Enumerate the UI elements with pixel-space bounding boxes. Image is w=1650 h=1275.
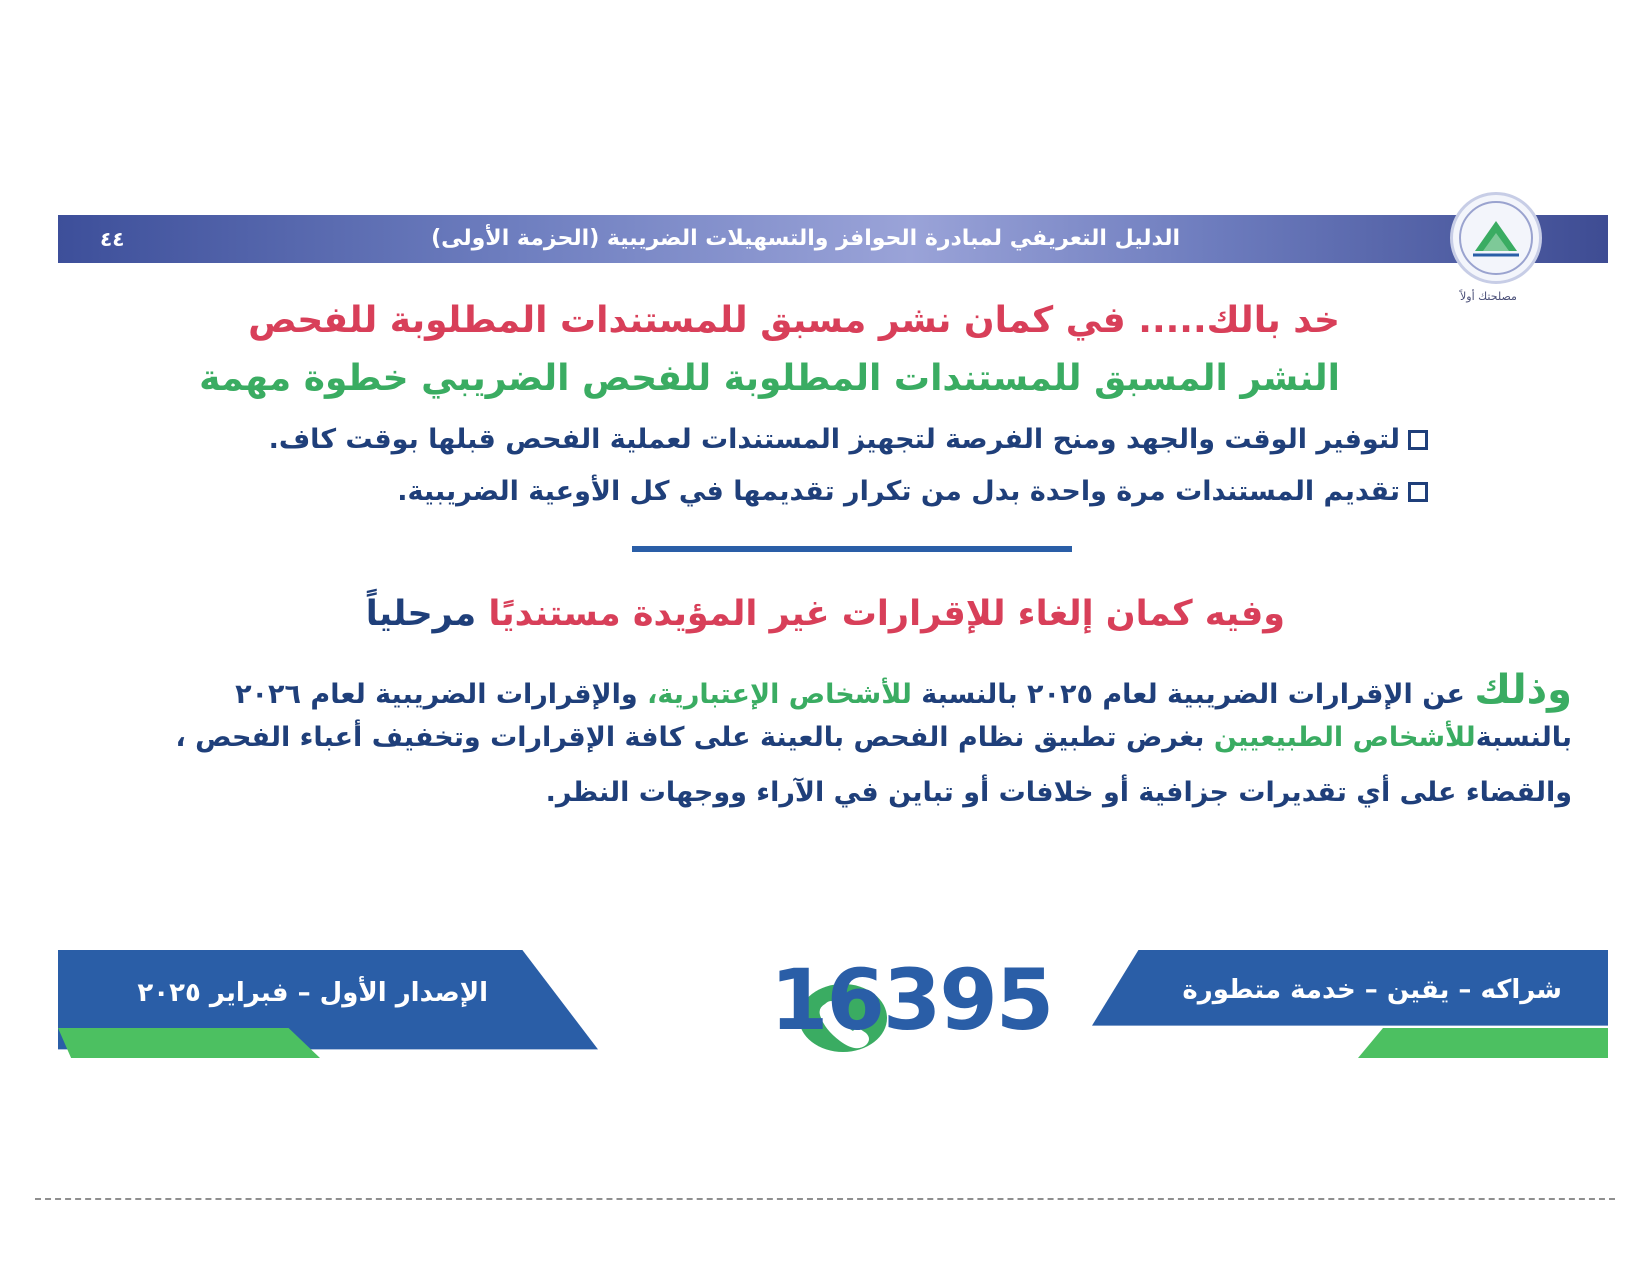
edition-label: الإصدار الأول – فبراير ٢٠٢٥ [137,978,488,1008]
paragraph-text: عن الإقرارات الضريبية لعام ٢٠٢٥ بالنسبة [921,679,1465,710]
paragraph-highlight: للأشخاص الطبيعيين [1213,722,1476,753]
bullet-item [397,476,1428,507]
headline-prior-publication: خد بالك..... في كمان نشر مسبق للمستندات المطلوبة للفحص [248,300,1340,341]
slogan-label: شراكه – يقين – خدمة متطورة [1182,975,1562,1005]
footer-left-accent [58,1028,320,1058]
paragraph-line-1 [235,667,1572,713]
ministry-logo-icon [1450,192,1542,284]
checkbox-icon [1408,482,1428,502]
paragraph-line-2 [175,722,1572,753]
logo-tagline: مصلحتك أولاً [1460,290,1517,303]
header-title: الدليل التعريفي لمبادرة الحوافز والتسهيلات الضريبية (الحزمة الأولى) [431,226,1180,251]
paragraph-lead-word: وذلك [1474,667,1572,713]
headline-important-step: النشر المسبق للمستندات المطلوبة للفحص الضريبي خطوة مهمة [199,358,1340,399]
paragraph-text: بالنسبة [1475,722,1572,753]
headline-3-main: وفيه كمان إلغاء للإقرارات غير المؤيدة مستنديًا [488,594,1285,634]
pyramid-icon [1453,195,1539,281]
paragraph-line-3: والقضاء على أي تقديرات جزافية أو خلافات أو تباين في الآراء ووجهات النظر. [545,777,1572,808]
page-bottom-rule [35,1198,1615,1200]
headline-cancel-returns [366,594,1285,634]
paragraph-text: بغرض تطبيق نظام الفحص بالعينة على كافة الإقرارات وتخفيف أعباء الفحص ، [175,722,1205,753]
hotline-number: 16395 [770,951,1053,1049]
checkbox-icon [1408,430,1428,450]
footer-right-accent [1358,1028,1608,1058]
paragraph-highlight: للأشخاص الإعتبارية، [647,679,912,710]
bullet-item [269,424,1428,455]
headline-3-suffix: مرحلياً [365,594,477,634]
bullet-text: تقديم المستندات مرة واحدة بدل من تكرار تقديمها في كل الأوعية الضريبية. [397,476,1400,507]
section-divider [632,546,1072,552]
page-number: ٤٤ [100,227,125,251]
paragraph-text: والإقرارات الضريبية لعام ٢٠٢٦ [235,679,638,710]
bullet-text: لتوفير الوقت والجهد ومنح الفرصة لتجهيز المستندات لعملية الفحص قبلها بوقت كاف. [268,424,1400,455]
